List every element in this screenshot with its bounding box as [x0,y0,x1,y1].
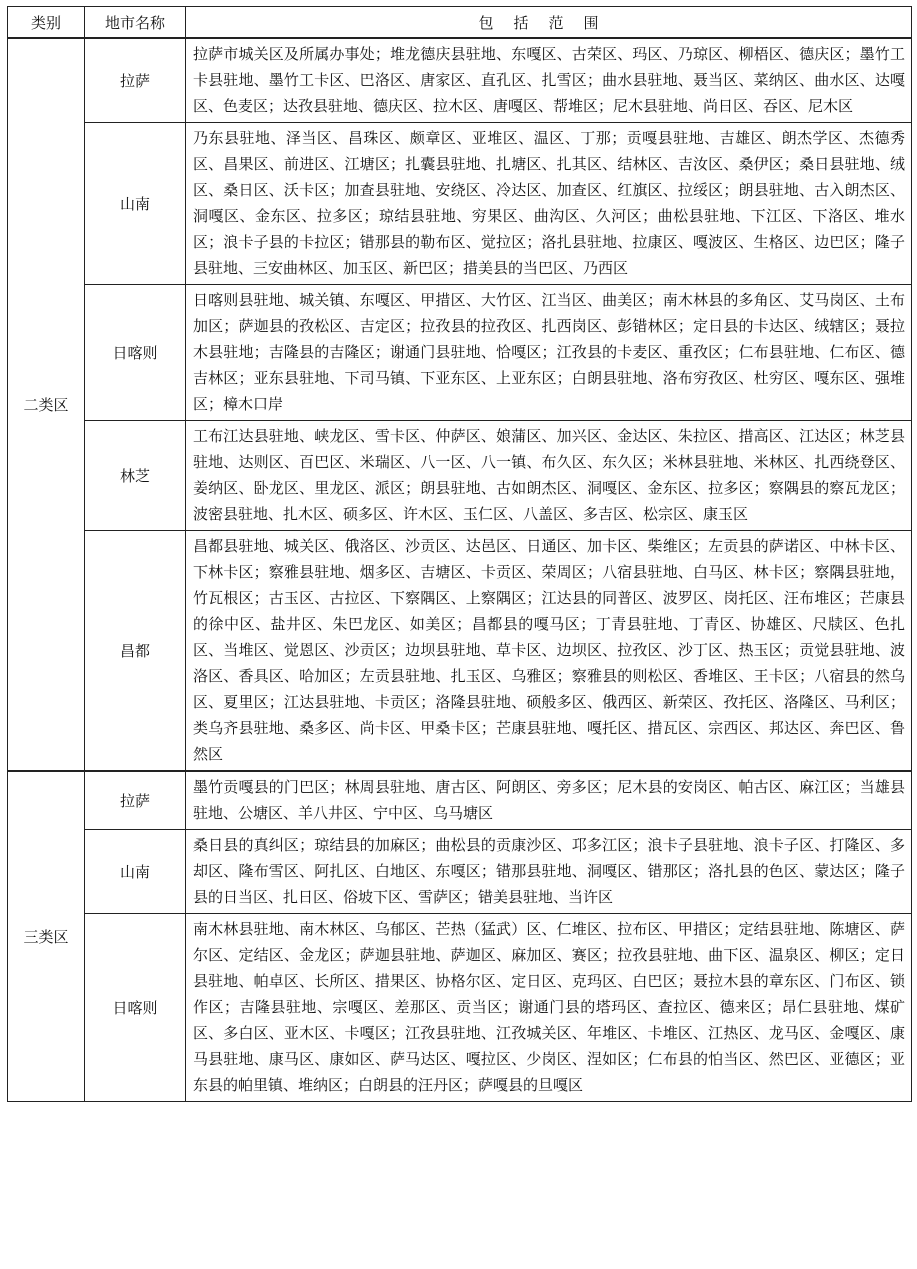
table-row [8,771,912,830]
city-cell: 拉萨 [85,771,186,830]
range-cell: 乃东县驻地、泽当区、昌珠区、颇章区、亚堆区、温区、丁那；贡嘎县驻地、吉雄区、朗杰学区、杰德秀区、昌果区、前进区、江塘区；扎囊县驻地、扎塘区、扎其区、结林区、吉汝区、桑伊区；桑日县驻地、绒区、桑日区、沃卡区；加查县驻地、安绕区、冷达区、加查区、红旗区、拉绥区；朗县驻地、古入朗杰区、洞嘎区、金东区、拉多区；琼结县驻地、穷果区、曲沟区、久河区；曲松县驻地、下江区、下洛区、堆水区；浪卡子县的卡拉区；错那县的勒布区、觉拉区；洛扎县驻地、拉康区、嘎波区、生格区、边巴区；隆子县驻地、三安曲林区、加玉区、新巴区；措美县的当巴区、乃西区 [186,123,912,285]
category-cell: 三类区 [8,771,85,1102]
header-row [8,7,912,39]
region-table [7,6,912,1102]
city-cell: 日喀则 [85,285,186,421]
city-cell: 日喀则 [85,914,186,1102]
range-cell: 南木林县驻地、南木林区、乌郁区、芒热（猛武）区、仁堆区、拉布区、甲措区；定结县驻地、陈塘区、萨尔区、定结区、金龙区；萨迦县驻地、萨迦区、麻加区、赛区；拉孜县驻地、曲下区、温泉区、柳区；定日县驻地、帕卓区、长所区、措果区、协格尔区、定日区、克玛区、白巴区；聂拉木县的章东区、门布区、锁作区；吉隆县驻地、宗嘎区、差那区、贡当区；谢通门县的塔玛区、查拉区、德来区；昂仁县驻地、煤矿区、多白区、亚木区、卡嘎区；江孜县驻地、江孜城关区、年堆区、卡堆区、江热区、龙马区、金嘎区、康马县驻地、康马区、康如区、萨马达区、嘎拉区、少岗区、涅如区；仁布县的怕当区、然巴区、亚德区；亚东县的帕里镇、堆纳区；白朗县的汪丹区；萨嘎县的旦嘎区 [186,914,912,1102]
city-cell: 林芝 [85,421,186,531]
city-cell: 山南 [85,123,186,285]
table-row [8,914,912,1102]
table-row [8,830,912,914]
header-range: 包括范围 [186,7,912,39]
table-row [8,531,912,772]
city-cell: 拉萨 [85,38,186,123]
table-row [8,123,912,285]
range-cell: 日喀则县驻地、城关镇、东嘎区、甲措区、大竹区、江当区、曲美区；南木林县的多角区、艾马岗区、土布加区；萨迦县的孜松区、吉定区；拉孜县的拉孜区、扎西岗区、彭错林区；定日县的卡达区、绒辖区；聂拉木县驻地；吉隆县的吉隆区；谢通门县驻地、恰嘎区；江孜县的卡麦区、重孜区；仁布县驻地、仁布区、德吉林区；亚东县驻地、下司马镇、下亚东区、上亚东区；白朗县驻地、洛布穷孜区、杜穷区、嘎东区、强堆区；樟木口岸 [186,285,912,421]
range-cell: 桑日县的真纠区；琼结县的加麻区；曲松县的贡康沙区、邛多江区；浪卡子县驻地、浪卡子区、打隆区、多却区、隆布雪区、阿扎区、白地区、东嘎区；错那县驻地、洞嘎区、错那区；洛扎县的色区、蒙达区；隆子县的日当区、扎日区、俗坡下区、雪萨区；错美县驻地、当许区 [186,830,912,914]
header-category: 类别 [8,7,85,39]
table-row [8,38,912,123]
range-cell: 昌都县驻地、城关区、俄洛区、沙贡区、达邑区、日通区、加卡区、柴维区；左贡县的萨诺区、中林卡区、下林卡区；察雅县驻地、烟多区、吉塘区、卡贡区、荣周区；八宿县驻地、白马区、林卡区；察隅县驻地，竹瓦根区；古玉区、古拉区、下察隅区、上察隅区；江达县的同普区、波罗区、岗托区、汪布堆区；芒康县的徐中区、盐井区、朱巴龙区、如美区；昌都县的嘎马区；丁青县驻地、丁青区、协雄区、尺牍区、色扎区、当堆区、觉恩区、沙贡区；边坝县驻地、草卡区、边坝区、拉孜区、沙丁区、热玉区；贡觉县驻地、波洛区、香具区、哈加区；左贡县驻地、扎玉区、乌雅区；察雅县的则松区、香堆区、王卡区；八宿县的然乌区、夏里区；江达县驻地、卡贡区；洛隆县驻地、硕般多区、俄西区、新荣区、孜托区、洛隆区、马利区；类乌齐县驻地、桑多区、尚卡区、甲桑卡区；芒康县驻地、嘎托区、措瓦区、宗西区、邦达区、奔巴区、鲁然区 [186,531,912,772]
range-cell: 工布江达县驻地、峡龙区、雪卡区、仲萨区、娘蒲区、加兴区、金达区、朱拉区、措高区、江达区；林芝县驻地、达则区、百巴区、米瑞区、八一区、八一镇、布久区、东久区；米林县驻地、米林区、扎西绕登区、姜纳区、卧龙区、里龙区、派区；朗县驻地、古如朗杰区、洞嘎区、金东区、拉多区；察隅县的察瓦龙区；波密县驻地、扎木区、硕多区、许木区、玉仁区、八盖区、多吉区、松宗区、康玉区 [186,421,912,531]
header-city: 地市名称 [85,7,186,39]
range-cell: 拉萨市城关区及所属办事处；堆龙德庆县驻地、东嘎区、古荣区、玛区、乃琼区、柳梧区、德庆区；墨竹工卡县驻地、墨竹工卡区、巴洛区、唐家区、直孔区、扎雪区；曲水县驻地、聂当区、菜纳区、曲水区、达嘎区、色麦区；达孜县驻地、德庆区、拉木区、唐嘎区、帮堆区；尼木县驻地、尚日区、吞区、尼木区 [186,38,912,123]
table-row [8,421,912,531]
city-cell: 山南 [85,830,186,914]
category-cell: 二类区 [8,38,85,771]
range-cell: 墨竹贡嘎县的门巴区；林周县驻地、唐古区、阿朗区、旁多区；尼木县的安岗区、帕古区、麻江区；当雄县驻地、公塘区、羊八井区、宁中区、乌马塘区 [186,771,912,830]
city-cell: 昌都 [85,531,186,772]
table-row [8,285,912,421]
